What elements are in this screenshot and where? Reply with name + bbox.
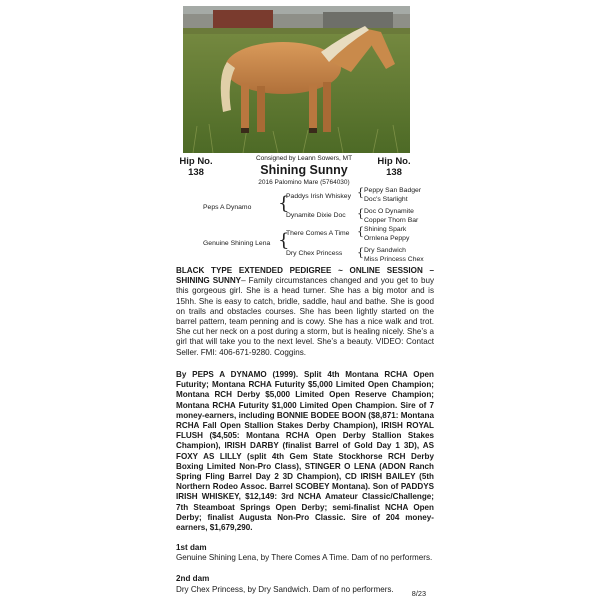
pedigree-gg1: Peppy San Badger	[364, 187, 422, 194]
brace-icon: {	[278, 230, 290, 251]
horse-name: Shining Sunny	[260, 163, 348, 177]
hip-number-left	[176, 156, 216, 178]
description-heading: BLACK TYPE EXTENDED PEDIGREE ~ ONLINE SESSION – SHINING SUNNY	[176, 266, 434, 286]
hip-value: 138	[188, 167, 204, 178]
brace-icon: {	[357, 207, 364, 220]
second-dam-label: 2nd dam	[176, 574, 210, 583]
brace-icon: {	[357, 246, 364, 259]
horse-photo	[183, 6, 410, 153]
description-text: – Family circumstances changed and you get to buy this gorgeous girl. She is a head turner. She has a big motor and is 15hh. She is easy to catch, bridle, saddle, haul and bathe. She is good on trails and obstacles courses. She has been lightly started on the barrel pattern, team penning and is cowy. She has a nice walk and trot. She cut her neck on a post during a storm, but is healing nicely. She’s a girl that will take you to the next level. She’s a beauty. VIDEO: Contact Seller. FMI: 406-671-9280. Coggins.	[176, 276, 434, 357]
pedigree-gg3: Doc O Dynamite	[364, 208, 414, 215]
pedigree-gg7: Dry Sandwich	[364, 247, 406, 254]
pedigree-dam: Genuine Shining Lena	[203, 240, 271, 247]
page-number: 8/23	[411, 589, 426, 598]
catalog-page	[174, 0, 436, 600]
pedigree-sire: Peps A Dynamo	[203, 204, 252, 211]
first-dam-label: 1st dam	[176, 543, 207, 552]
pedigree-dam-sire: There Comes A Time	[286, 230, 350, 237]
sire-record: By PEPS A DYNAMO (1999). Split 4th Montana RCHA Open Futurity; Montana RCHA Futurity $5,000 Limited Open Champion; Montana RCH Derby $5,000 Limited Open Reserve Champion; Montana RCHA Futurity $1,000 Limited Open Champion. Sire of 7 money-earners, including BONNIE BODEE BOON ($8,871: Montana RCHA Fall Open Stallion Stakes Derby Champion), IRISH ROYAL FLUSH ($4,505: Montana RCHA Open Derby Stallion Stakes Champion), IRISH DARBY (finalist Barrel of Gold Day 1 3D), AS FOXY AS LILLY (split 4th Gem State Stockhorse RCH Derby Boxing Limited Non-Pro Class), STINGER O LENA (ADON Ranch Spring Fling Barrel Day 2 3D Champion), CD IRISH BAILEY (5th Northern Rodeo Assoc. Barrel SCOBEY Montana). Son of PADDYS IRISH WHISKEY, $12,149: 3rd NCHA Amateur Classic/Challenge; 7th Steamboat Springs Open Derby; semi-finalist NCHA Open Derby; finalist Augusta Non-Pro Classic. Sire of 204 money-earners, $1,679,290.	[176, 370, 434, 533]
hip-label: Hip No.	[179, 156, 213, 167]
pedigree-gg2: Doc's Starlight	[364, 196, 408, 203]
first-dam-text: Genuine Shining Lena, by There Comes A Time. Dam of no performers.	[176, 553, 433, 562]
brace-icon: {	[357, 186, 364, 199]
second-dam-text: Dry Chex Princess, by Dry Sandwich. Dam of no performers.	[176, 585, 394, 594]
consignor: Consigned by Leann Sowers, MT	[255, 155, 353, 162]
brace-icon: {	[357, 225, 364, 238]
description	[176, 266, 434, 358]
pedigree-gg4: Copper Thorn Bar	[364, 217, 419, 224]
hip-label: Hip No.	[377, 156, 411, 167]
hip-value: 138	[386, 167, 402, 178]
pedigree-dam-dam: Dry Chex Princess	[286, 250, 343, 257]
pedigree-sire-sire: Paddys Irish Whiskey	[286, 193, 351, 200]
pedigree-gg8: Miss Princess Chex	[364, 256, 424, 263]
brace-icon: {	[278, 193, 290, 214]
pedigree-gg6: Ornlena Peppy	[364, 235, 410, 242]
foaling-info: 2016 Palomino Mare (5764030)	[258, 179, 350, 186]
pedigree-sire-dam: Dynamite Dixie Doc	[286, 212, 346, 219]
pedigree-gg5: Shining Spark	[364, 226, 407, 233]
